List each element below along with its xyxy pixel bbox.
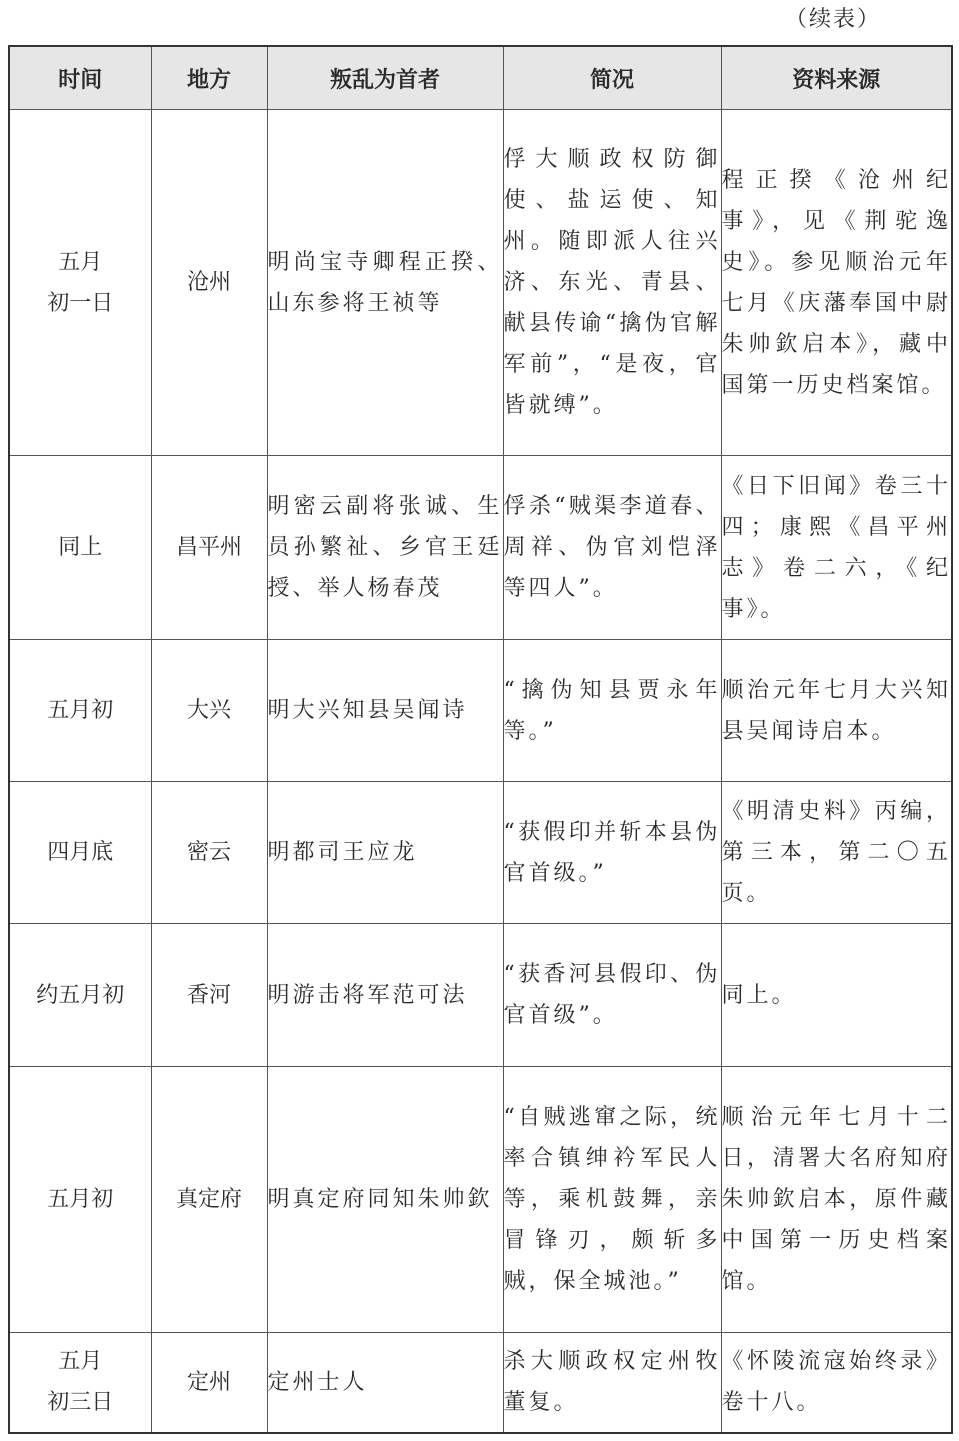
cell-leader: 明尚宝寺卿程正揆、山东参将王祯等 xyxy=(267,110,503,456)
header-place: 地方 xyxy=(151,46,267,110)
cell-source: 顺治元年七月十二日，清署大名府知府朱帅欽启本，原件藏中国第一历史档案馆。 xyxy=(721,1067,952,1333)
header-leader: 叛乱为首者 xyxy=(267,46,503,110)
header-source: 资料来源 xyxy=(721,46,952,110)
cell-leader: 明都司王应龙 xyxy=(267,782,503,924)
cell-source: 同上。 xyxy=(721,924,952,1067)
cell-source: 《日下旧闻》卷三十四；康熙《昌平州志》卷二六，《纪事》。 xyxy=(721,456,952,640)
cell-summary: 俘杀“贼渠李道春、周祥、伪官刘恺泽等四人”。 xyxy=(503,456,721,640)
cell-time: 约五月初 xyxy=(9,924,151,1067)
table-row xyxy=(9,640,952,782)
cell-place: 真定府 xyxy=(151,1067,267,1333)
table-row xyxy=(9,924,952,1067)
table-row xyxy=(9,782,952,924)
cell-source: 《怀陵流寇始终录》卷十八。 xyxy=(721,1333,952,1433)
cell-leader: 明大兴知县吴闻诗 xyxy=(267,640,503,782)
cell-time: 四月底 xyxy=(9,782,151,924)
table-row xyxy=(9,456,952,640)
cell-summary: 杀大顺政权定州牧董复。 xyxy=(503,1333,721,1433)
cell-time: 五月初 xyxy=(9,640,151,782)
cell-time: 五月 初一日 xyxy=(9,110,151,456)
cell-summary: “自贼逃窜之际，统率合镇绅衿军民人等，乘机鼓舞，亲冒锋刃，颇斩多贼，保全城池。” xyxy=(503,1067,721,1333)
cell-leader: 明真定府同知朱帅欽 xyxy=(267,1067,503,1333)
header-time: 时间 xyxy=(9,46,151,110)
cell-source: 《明清史料》丙编，第三本，第二〇五页。 xyxy=(721,782,952,924)
cell-summary: “获假印并斩本县伪官首级。” xyxy=(503,782,721,924)
cell-summary: “获香河县假印、伪官首级”。 xyxy=(503,924,721,1067)
cell-leader: 明密云副将张诚、生员孙繁祉、乡官王廷授、举人杨春茂 xyxy=(267,456,503,640)
cell-time: 五月初 xyxy=(9,1067,151,1333)
cell-place: 香河 xyxy=(151,924,267,1067)
cell-place: 密云 xyxy=(151,782,267,924)
cell-leader: 明游击将军范可法 xyxy=(267,924,503,1067)
cell-place: 昌平州 xyxy=(151,456,267,640)
cell-summary: “擒伪知县贾永年等。” xyxy=(503,640,721,782)
header-summary: 简况 xyxy=(503,46,721,110)
rebellion-table xyxy=(8,45,953,1434)
cell-place: 大兴 xyxy=(151,640,267,782)
table-row xyxy=(9,1067,952,1333)
cell-time: 同上 xyxy=(9,456,151,640)
table-row xyxy=(9,1333,952,1433)
cell-time: 五月 初三日 xyxy=(9,1333,151,1433)
cell-place: 定州 xyxy=(151,1333,267,1433)
table-row xyxy=(9,110,952,456)
cell-source: 顺治元年七月大兴知县吴闻诗启本。 xyxy=(721,640,952,782)
cell-place: 沧州 xyxy=(151,110,267,456)
table-caption: （续表） xyxy=(784,7,881,32)
table-header-row xyxy=(9,46,952,110)
cell-source: 程正揆《沧州纪事》，见《荆驼逸史》。参见顺治元年七月《庆藩奉国中尉朱帅欽启本》，藏中国第一历史档案馆。 xyxy=(721,110,952,456)
cell-leader: 定州士人 xyxy=(267,1333,503,1433)
cell-summary: 俘大顺政权防御使、盐运使、知州。随即派人往兴济、东光、青县、献县传谕“擒伪官解军前”，“是夜，官皆就缚”。 xyxy=(503,110,721,456)
